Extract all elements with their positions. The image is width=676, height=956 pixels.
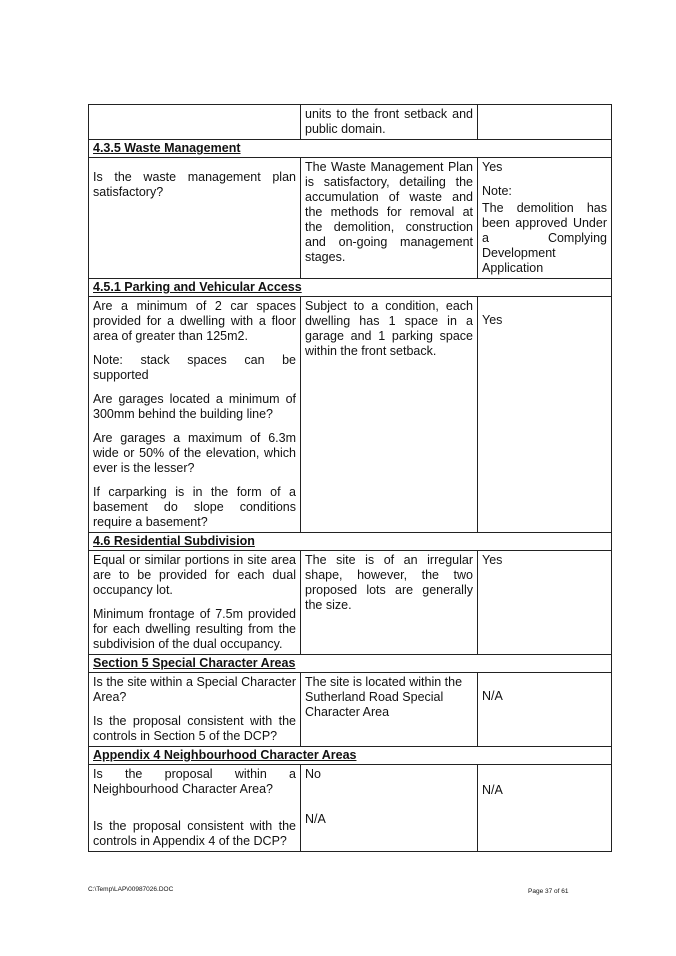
section-heading-row (89, 140, 612, 158)
cell-empty (478, 105, 612, 140)
table-row (89, 765, 612, 852)
question-text: Is the site within a Special Character Area? (93, 675, 296, 704)
section-heading-row (89, 279, 612, 297)
status-text: N/A (482, 689, 503, 703)
question-text: If carparking is in the form of a basement do slope conditions require a basement? (93, 485, 296, 529)
question-cell (89, 673, 301, 747)
question-text: Is the proposal consistent with the controls in Appendix 4 of the DCP? (93, 819, 296, 848)
question-text: Note: stack spaces can be supported (93, 353, 296, 382)
question-text: Is the proposal within a Neighbourhood Character Area? (93, 767, 296, 796)
status-cell (478, 765, 612, 852)
status-cell (478, 297, 612, 533)
section-heading-parking: 4.5.1 Parking and Vehicular Access (89, 279, 612, 297)
compliance-table (88, 104, 612, 852)
comment-cell: The site is of an irregular shape, however, the two proposed lots are generally the size. (301, 551, 478, 655)
section-heading-appendix: Appendix 4 Neighbourhood Character Areas (89, 747, 612, 765)
footer-page-number: Page 37 of 61 (528, 888, 569, 895)
question-text: Are a minimum of 2 car spaces provided for a dwelling with a floor area of greater than 125m2. (93, 299, 296, 343)
question-text: Is the waste management plan satisfactory? (93, 170, 296, 199)
status-text: Yes (482, 313, 503, 327)
question-text: Are garages located a minimum of 300mm behind the building line? (93, 392, 296, 421)
comment-text: N/A (305, 812, 326, 826)
status-cell (478, 673, 612, 747)
status-text: N/A (482, 783, 503, 797)
question-text: Minimum frontage of 7.5m provided for each dwelling resulting from the subdivision of the dual occupancy. (93, 607, 296, 651)
comment-cell: The Waste Management Plan is satisfactory, detailing the accumulation of waste and the methods for removal at the demolition, construction and on-going management stages. (301, 158, 478, 279)
comment-cell (301, 765, 478, 852)
table-row (89, 105, 612, 140)
section-heading-row (89, 655, 612, 673)
status-cell: Yes (478, 551, 612, 655)
note-text: The demolition has been approved Under a Complying Development Application (482, 201, 607, 275)
section-heading-subdivision: 4.6 Residential Subdivision (89, 533, 612, 551)
table-row (89, 297, 612, 533)
question-text: Equal or similar portions in site area are to be provided for each dual occupancy lot. (93, 553, 296, 597)
section-heading-special: Section 5 Special Character Areas (89, 655, 612, 673)
comment-text: No (305, 767, 321, 781)
status-cell (478, 158, 612, 279)
cell-empty (89, 105, 301, 140)
section-heading-row (89, 747, 612, 765)
comment-cell: units to the front setback and public domain. (301, 105, 478, 140)
question-cell (89, 158, 301, 279)
status-text: Yes (482, 160, 503, 174)
table-row (89, 551, 612, 655)
table-row (89, 673, 612, 747)
question-cell (89, 765, 301, 852)
compliance-table-container (88, 104, 611, 852)
question-text: Are garages a maximum of 6.3m wide or 50% of the elevation, which ever is the lesser? (93, 431, 296, 475)
question-cell (89, 297, 301, 533)
comment-cell: The site is located within the Sutherland Road Special Character Area (301, 673, 478, 747)
section-heading-row (89, 533, 612, 551)
table-row (89, 158, 612, 279)
question-text: Is the proposal consistent with the controls in Section 5 of the DCP? (93, 714, 296, 743)
note-label: Note: (482, 184, 512, 198)
comment-cell: Subject to a condition, each dwelling has 1 space in a garage and 1 parking space within the front setback. (301, 297, 478, 533)
section-heading-waste: 4.3.5 Waste Management (89, 140, 612, 158)
footer-file-path: C:\Temp\LAP\00987026.DOC (88, 886, 174, 893)
question-cell (89, 551, 301, 655)
